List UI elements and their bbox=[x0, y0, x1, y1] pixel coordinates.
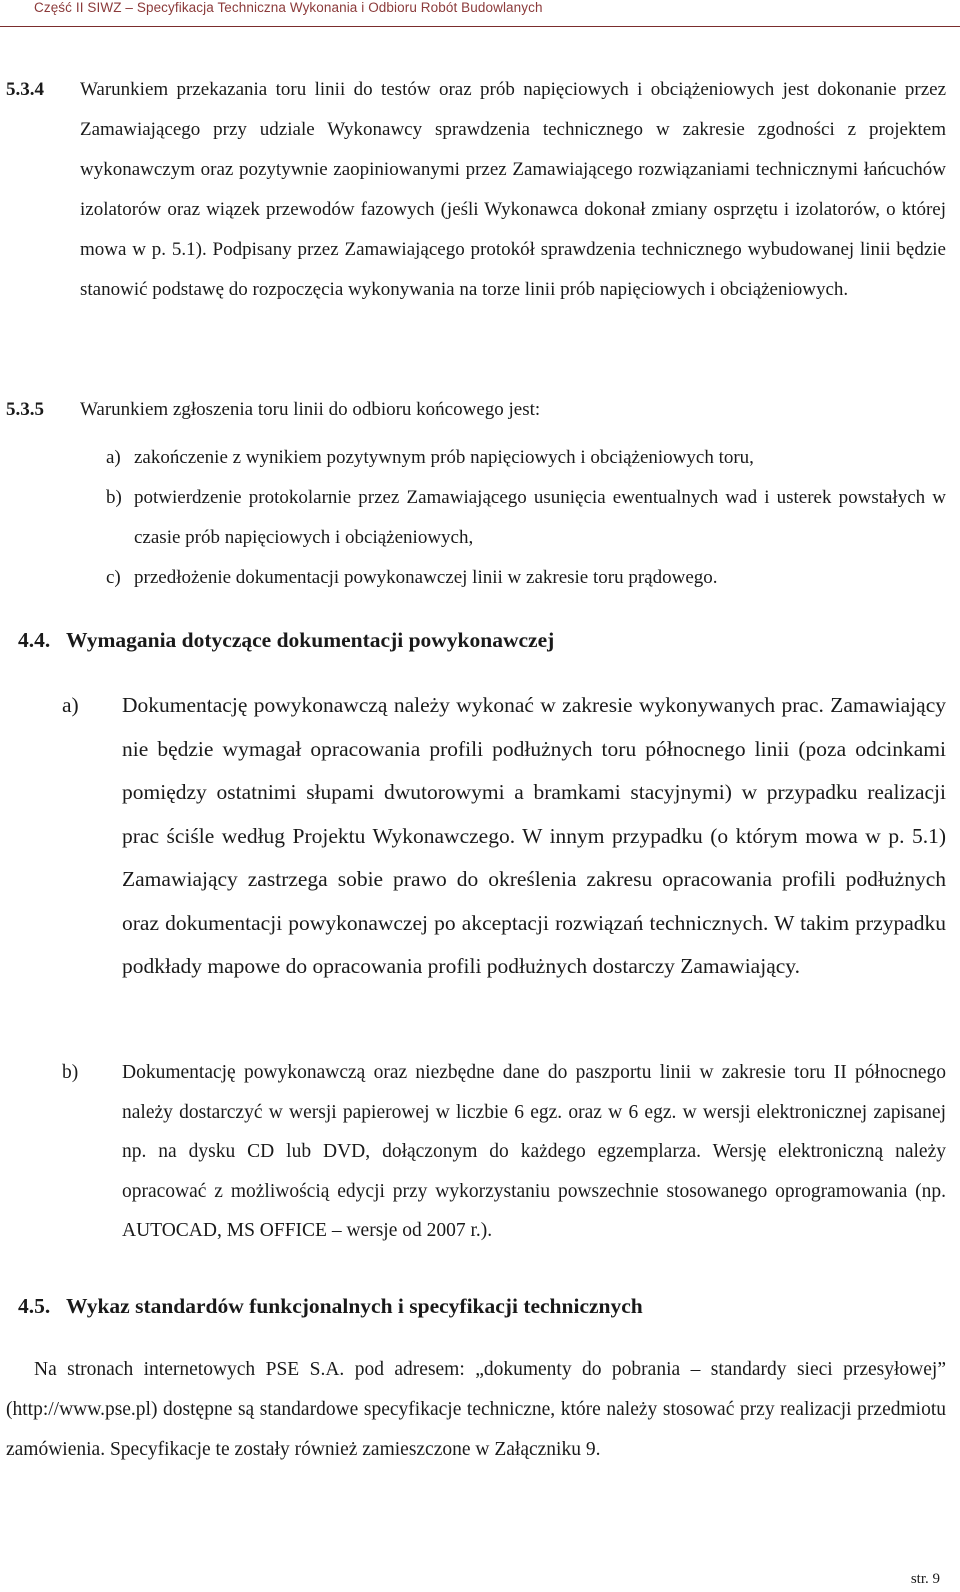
heading-title: Wykaz standardów funkcjonalnych i specyfikacji technicznych bbox=[66, 1294, 643, 1318]
document-header: Część II SIWZ – Specyfikacja Techniczna Wykonania i Odbioru Robót Budowlanych bbox=[34, 0, 543, 15]
list-item bbox=[106, 478, 946, 558]
list-item bbox=[62, 1053, 946, 1251]
list-marker: b) bbox=[106, 487, 122, 508]
list-item bbox=[62, 684, 946, 989]
list-item-text: Dokumentację powykonawczą oraz niezbędne dane do paszportu linii w zakresie toru II północnego należy dostarczyć w wersji papierowej w liczbie 6 egz. oraz w 6 egz. w wersji elektronicznej zapisanej np. na dysku CD lub DVD, dołączonym do każdego egzemplarza. Wersję elektroniczną należy opracować z możliwością edycji przy wykorzystaniu powszechnie stosowanego oprogramowania (np. AUTOCAD, MS OFFICE – wersje od 2007 r.). bbox=[122, 1062, 946, 1241]
list-marker: a) bbox=[62, 693, 79, 717]
section-heading-4-4 bbox=[18, 628, 554, 653]
list-item-text: potwierdzenie protokolarnie przez Zamawiającego usunięcia ewentualnych wad i usterek powstałych w czasie prób napięciowych i obciążeniowych, bbox=[134, 487, 946, 548]
section-4-5-text: Na stronach internetowych PSE S.A. pod adresem: „dokumenty do pobrania – standardy sieci przesyłowej” (http://www.pse.pl) dostępne są standardowe specyfikacje techniczne, które należy stosować przy realizacji przedmiotu zamówienia. Specyfikacje te zostały również zamieszczone w Załączniku 9. bbox=[6, 1359, 946, 1460]
acceptance-conditions-list bbox=[106, 438, 946, 598]
list-item bbox=[106, 438, 946, 478]
documentation-item-b bbox=[62, 1053, 946, 1251]
page-number: str. 9 bbox=[910, 1571, 940, 1587]
list-item-text: zakończenie z wynikiem pozytywnym prób napięciowych i obciążeniowych toru, bbox=[134, 447, 754, 468]
section-number-5-3-4: 5.3.4 bbox=[6, 79, 44, 100]
list-item-text: Dokumentację powykonawczą należy wykonać w zakresie wykonywanych prac. Zamawiający nie będzie wymagał opracowania profili podłużnych toru północnego linii (poza odcinkami pomiędzy ostatnimi słupami dwutorowymi a bramkami stacyjnymi) w przypadku realizacji prac ściśle według Projektu Wykonawczego. W innym przypadku (o którym mowa w p. 5.1) Zamawiający zastrzega sobie prawo do określenia zakresu opracowania profili podłużnych oraz dokumentacji powykonawczej po akceptacji rozwiązań technicznych. W takim przypadku podkłady mapowe do opracowania profili podłużnych dostarczy Zamawiający. bbox=[122, 693, 946, 978]
list-item bbox=[106, 558, 946, 598]
list-marker: a) bbox=[106, 447, 121, 468]
paragraph-text: Warunkiem przekazania toru linii do testów oraz prób napięciowych i obciążeniowych jest dokonanie przez Zamawiającego przy udziale Wykonawcy sprawdzenia technicznego w zakresie zgodności z projektem wykonawczym oraz pozytywnie zaopiniowanymi przez Zamawiającego rozwiązaniami technicznymi łańcuchów izolatorów oraz wiązek przewodów fazowych (jeśli Wykonawca dokonał zmiany osprzętu i izolatorów, o której mowa w p. 5.1). Podpisany przez Zamawiającego protokół sprawdzenia technicznego wybudowanej linii będzie stanowić podstawę do rozpoczęcia wykonywania na torze linii prób napięciowych i obciążeniowych. bbox=[80, 79, 946, 300]
heading-title: Wymagania dotyczące dokumentacji powykonawczej bbox=[66, 628, 555, 652]
heading-number: 4.5. bbox=[18, 1294, 51, 1318]
documentation-item-a bbox=[62, 684, 946, 989]
section-5-3-4-text bbox=[80, 70, 946, 310]
list-item-text: przedłożenie dokumentacji powykonawczej linii w zakresie toru prądowego. bbox=[134, 567, 718, 588]
header-divider bbox=[0, 26, 960, 27]
list-marker: b) bbox=[62, 1062, 79, 1083]
list-marker: c) bbox=[106, 567, 121, 588]
section-number-5-3-5: 5.3.5 bbox=[6, 399, 44, 420]
section-5-3-5-intro: Warunkiem zgłoszenia toru linii do odbioru końcowego jest: bbox=[80, 399, 541, 420]
section-heading-4-5 bbox=[18, 1294, 643, 1319]
heading-number: 4.4. bbox=[18, 628, 51, 652]
